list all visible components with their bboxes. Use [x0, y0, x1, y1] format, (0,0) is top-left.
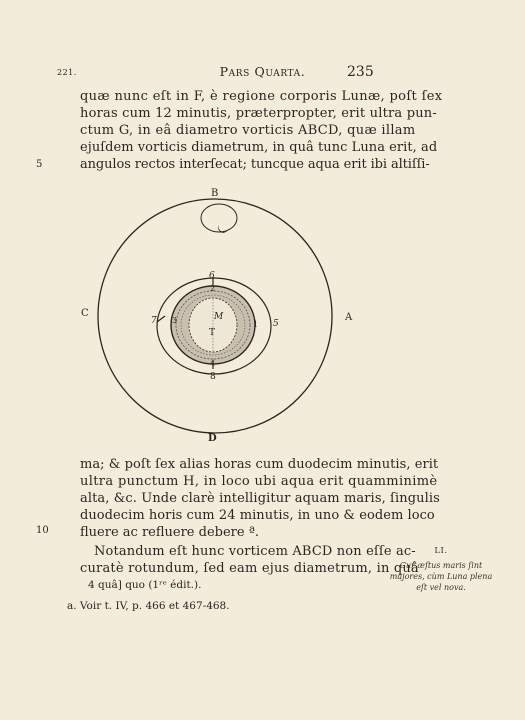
- line-number: 10: [36, 525, 49, 536]
- label-4: 4: [210, 359, 216, 368]
- text-line: ejuſdem vorticis diametrum, in quâ tunc Luna erit, ad: [80, 140, 438, 155]
- text-line: fluere ac refluere debere ª.: [80, 525, 260, 540]
- label-2: 2: [210, 284, 216, 293]
- label-m: M: [214, 312, 224, 322]
- label-6: 6: [209, 271, 215, 281]
- label-8: 8: [210, 372, 216, 382]
- moon-orbit-circle: [201, 204, 237, 232]
- margin-note: [388, 546, 494, 593]
- label-d: D: [208, 433, 217, 444]
- label-5: 5: [273, 319, 279, 329]
- text-line: quæ nunc eſt in F, è regione corporis Lunæ, poſt ſex: [80, 89, 443, 104]
- text-line: ma; & poſt ſex alias horas cum duodecim minutis, erit: [80, 457, 439, 472]
- label-b: B: [211, 188, 219, 199]
- text-line: alta, &c. Unde clarè intelligitur aquam maris, ſingulis: [80, 491, 440, 506]
- running-title: Pars Quarta.: [219, 64, 306, 79]
- label-1: 1: [253, 320, 259, 329]
- variant-note: 4 quâ] quo (1ʳᵉ édit.).: [88, 579, 202, 591]
- text-line: ctum G, in eâ diametro vorticis ABCD, quæ illam: [80, 123, 416, 138]
- text-line: Notandum eſt hunc vorticem ABCD non eſſe ac-: [94, 544, 416, 559]
- label-c: C: [81, 308, 89, 319]
- margin-article-number: 221.: [57, 68, 77, 77]
- margin-note-text: Cur æſtus maris ſint majores, cùm Luna plena eſt vel nova.: [389, 561, 493, 592]
- paragraph-1: [80, 88, 443, 173]
- text-line: curatè rotundum, ſed eam ejus diametrum, in quâ: [80, 561, 419, 576]
- margin-note-number: LI.: [434, 546, 448, 556]
- paragraph-2: [80, 456, 440, 541]
- label-t: T: [209, 328, 216, 338]
- text-line: horas cum 12 minutis, præterpropter, erit ultra pun-: [80, 106, 437, 121]
- page-number: 235: [347, 64, 374, 80]
- text-line: duodecim horis cum 24 minutis, in uno & eodem loco: [80, 508, 435, 523]
- label-a: A: [345, 312, 353, 323]
- label-3: 3: [172, 316, 178, 325]
- vortex-diagram: [81, 185, 369, 444]
- footnote-a: a. Voir t. IV, p. 466 et 467-468.: [67, 600, 230, 612]
- text-line: angulos rectos interſecat; tuncque aqua erit ibi altiſſi-: [80, 157, 430, 172]
- label-7: 7: [151, 316, 157, 326]
- text-line: ultra punctum H, in loco ubi aqua erit quamminimè: [80, 474, 438, 489]
- line-number: 5: [36, 159, 43, 170]
- paragraph-3: [80, 543, 419, 577]
